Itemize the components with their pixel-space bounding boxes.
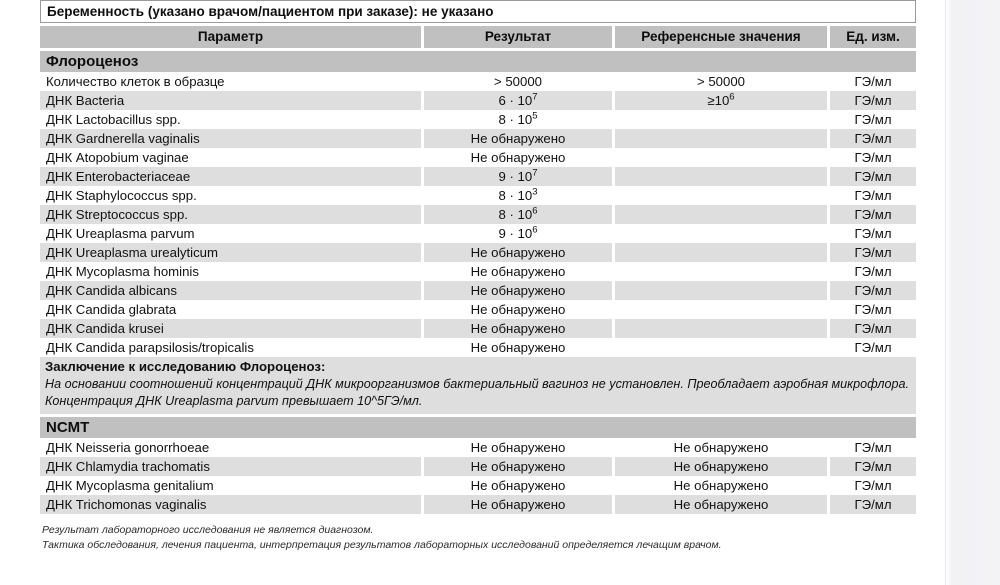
cell-unit: ГЭ/мл [830, 243, 916, 262]
cell-unit: ГЭ/мл [830, 281, 916, 300]
cell-unit: ГЭ/мл [830, 495, 916, 514]
table-row [40, 262, 916, 281]
cell-unit: ГЭ/мл [830, 205, 916, 224]
column-header-unit: Ед. изм. [830, 26, 916, 48]
cell-unit: ГЭ/мл [830, 476, 916, 495]
footer-note-line-1: Результат лабораторного исследования не является диагнозом. [42, 524, 374, 536]
cell-result: Не обнаружено [424, 319, 612, 338]
section-header-row [40, 51, 916, 72]
table-row [40, 476, 916, 495]
column-header-parameter: Параметр [40, 26, 421, 48]
cell-reference: Не обнаружено [615, 457, 827, 476]
cell-unit: ГЭ/мл [830, 224, 916, 243]
conclusion-text: На основании соотношений концентраций ДНК микроорганизмов бактериальный вагиноз не установлен. Преобладает аэробная микрофлора. Концентрация ДНК Ureaplasma parvum превышает 10^5ГЭ/мл. [45, 377, 909, 408]
cell-reference: Не обнаружено [615, 438, 827, 457]
cell-result: Не обнаружено [424, 495, 612, 514]
cell-unit: ГЭ/мл [830, 72, 916, 91]
cell-reference [615, 205, 827, 224]
cell-reference [615, 167, 827, 186]
cell-parameter: Количество клеток в образце [40, 72, 421, 91]
column-header-result: Результат [424, 26, 612, 48]
table-header-row [40, 26, 916, 48]
cell-reference [615, 281, 827, 300]
cell-result: Не обнаружено [424, 262, 612, 281]
table-row [40, 495, 916, 514]
cell-parameter: ДНК Chlamydia trachomatis [40, 457, 421, 476]
cell-result: Не обнаружено [424, 281, 612, 300]
table-row [40, 129, 916, 148]
cell-unit: ГЭ/мл [830, 300, 916, 319]
table-row [40, 167, 916, 186]
cell-reference [615, 338, 827, 357]
cell-parameter: ДНК Bacteria [40, 91, 421, 110]
cell-parameter: ДНК Enterobacteriaceae [40, 167, 421, 186]
cell-unit: ГЭ/мл [830, 438, 916, 457]
cell-result: $8 \cdot 10^5$ [424, 110, 612, 129]
cell-unit: ГЭ/мл [830, 338, 916, 357]
cell-reference [615, 129, 827, 148]
cell-parameter: ДНК Staphylococcus spp. [40, 186, 421, 205]
cell-unit: ГЭ/мл [830, 186, 916, 205]
cell-result: Не обнаружено [424, 457, 612, 476]
table-row [40, 148, 916, 167]
column-header-reference: Референсные значения [615, 26, 827, 48]
cell-reference [615, 110, 827, 129]
table-row [40, 319, 916, 338]
footer-notes [40, 523, 916, 553]
cell-result: Не обнаружено [424, 338, 612, 357]
cell-parameter: ДНК Ureaplasma parvum [40, 224, 421, 243]
cell-reference [615, 243, 827, 262]
cell-result: Не обнаружено [424, 243, 612, 262]
cell-result: $8 \cdot 10^6$ [424, 205, 612, 224]
cell-parameter: ДНК Neisseria gonorrhoeae [40, 438, 421, 457]
cell-reference: > 50000 [615, 72, 827, 91]
table-row [40, 243, 916, 262]
cell-result: $6 \cdot 10^7$ [424, 91, 612, 110]
cell-parameter: ДНК Lactobacillus spp. [40, 110, 421, 129]
cell-unit: ГЭ/мл [830, 91, 916, 110]
conclusion-block [40, 357, 916, 414]
cell-parameter: ДНК Streptococcus spp. [40, 205, 421, 224]
cell-reference: $\ge 10^6$ [615, 91, 827, 110]
table-row [40, 72, 916, 91]
cell-result: Не обнаружено [424, 129, 612, 148]
table-row [40, 438, 916, 457]
table-row [40, 457, 916, 476]
sections-container [40, 51, 916, 514]
pregnancy-note: Беременность (указано врачом/пациентом при заказе): не указано [40, 0, 916, 23]
cell-result: Не обнаружено [424, 476, 612, 495]
cell-parameter: ДНК Mycoplasma hominis [40, 262, 421, 281]
cell-unit: ГЭ/мл [830, 167, 916, 186]
section-header-row [40, 417, 916, 438]
cell-parameter: ДНК Gardnerella vaginalis [40, 129, 421, 148]
section-title: NCMT [40, 417, 916, 438]
cell-unit: ГЭ/мл [830, 262, 916, 281]
table-row [40, 205, 916, 224]
cell-unit: ГЭ/мл [830, 457, 916, 476]
cell-unit: ГЭ/мл [830, 110, 916, 129]
table-row [40, 338, 916, 357]
page-edge-shadow [945, 0, 1000, 585]
cell-parameter: ДНК Candida albicans [40, 281, 421, 300]
table-row [40, 300, 916, 319]
cell-parameter: ДНК Trichomonas vaginalis [40, 495, 421, 514]
cell-parameter: ДНК Mycoplasma genitalium [40, 476, 421, 495]
cell-reference [615, 319, 827, 338]
cell-result: $9 \cdot 10^6$ [424, 224, 612, 243]
cell-reference [615, 224, 827, 243]
table-row [40, 186, 916, 205]
conclusion-title: Заключение к исследованию Флороценоз: [45, 359, 326, 374]
table-row [40, 91, 916, 110]
cell-result: Не обнаружено [424, 300, 612, 319]
cell-reference [615, 262, 827, 281]
cell-reference [615, 300, 827, 319]
cell-parameter: ДНК Ureaplasma urealyticum [40, 243, 421, 262]
cell-reference: Не обнаружено [615, 476, 827, 495]
section-title: Флороценоз [40, 51, 916, 72]
cell-result: Не обнаружено [424, 438, 612, 457]
cell-unit: ГЭ/мл [830, 319, 916, 338]
cell-result: Не обнаружено [424, 148, 612, 167]
cell-unit: ГЭ/мл [830, 148, 916, 167]
cell-result: $9 \cdot 10^7$ [424, 167, 612, 186]
cell-unit: ГЭ/мл [830, 129, 916, 148]
cell-result: $8 \cdot 10^3$ [424, 186, 612, 205]
table-row [40, 110, 916, 129]
table-row [40, 281, 916, 300]
report-sheet [40, 0, 916, 553]
cell-parameter: ДНК Atopobium vaginae [40, 148, 421, 167]
cell-reference [615, 186, 827, 205]
footer-note-line-2: Тактика обследования, лечения пациента, интерпретация результатов лабораторных исследований определяется лечащим врачом. [42, 539, 722, 551]
cell-reference [615, 148, 827, 167]
cell-reference: Не обнаружено [615, 495, 827, 514]
cell-parameter: ДНК Candida parapsilosis/tropicalis [40, 338, 421, 357]
cell-parameter: ДНК Candida krusei [40, 319, 421, 338]
cell-parameter: ДНК Candida glabrata [40, 300, 421, 319]
table-row [40, 224, 916, 243]
cell-result: > 50000 [424, 72, 612, 91]
